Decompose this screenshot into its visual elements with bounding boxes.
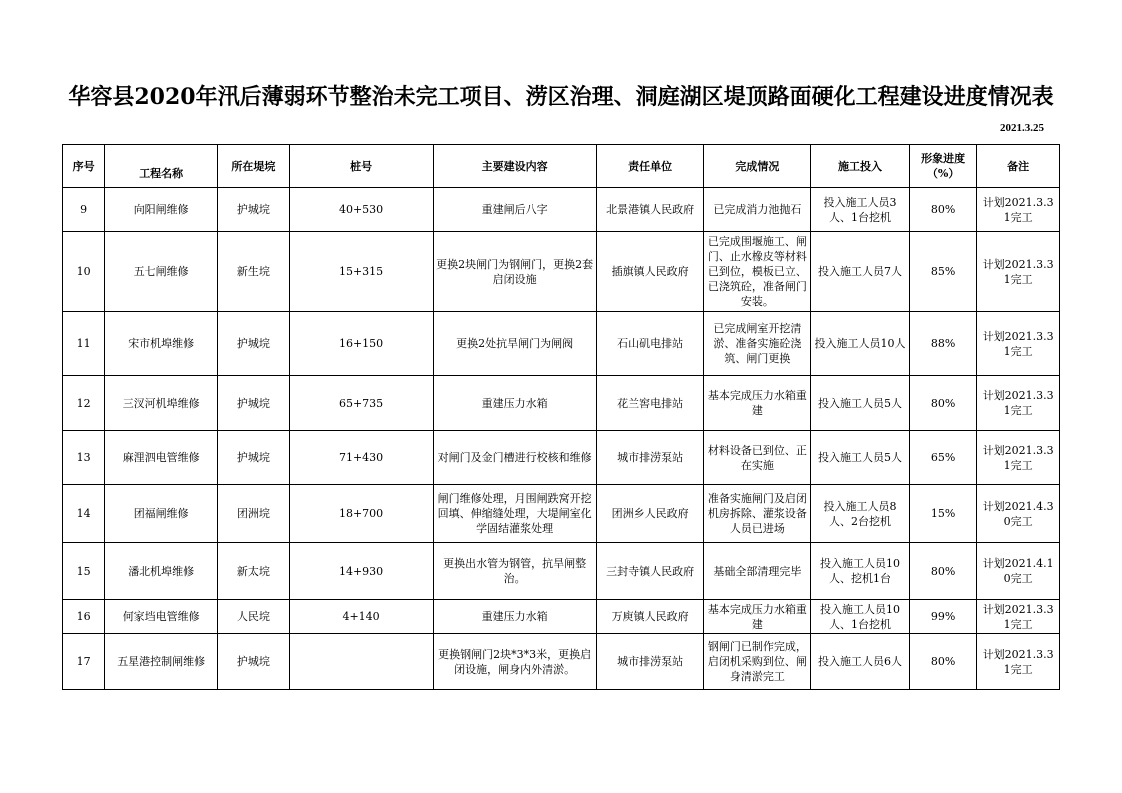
cell-pile: 18+700 [289,485,433,543]
cell-input: 投入施工人员5人 [811,376,910,431]
header-progress: 形象进度（%） [909,145,976,188]
cell-progress: 80% [909,188,976,232]
cell-name: 向阳闸维修 [105,188,218,232]
cell-name: 五星港控制闸维修 [105,634,218,690]
cell-note: 计划2021.4.30完工 [977,485,1060,543]
cell-name: 宋市机埠维修 [105,312,218,376]
cell-dike: 护城垸 [218,188,290,232]
cell-input: 投入施工人员3人、1台挖机 [811,188,910,232]
cell-note: 计划2021.3.31完工 [977,600,1060,634]
cell-pile: 16+150 [289,312,433,376]
cell-pile: 40+530 [289,188,433,232]
cell-input: 投入施工人员5人 [811,431,910,485]
cell-unit: 万庾镇人民政府 [596,600,704,634]
cell-progress: 99% [909,600,976,634]
header-unit: 责任单位 [596,145,704,188]
cell-status: 材料设备已到位、正在实施 [704,431,811,485]
cell-status: 已完成围堰施工、闸门、止水橡皮等材料已到位，模板已立、已浇筑砼，准备闸门安装。 [704,232,811,312]
cell-content: 更换2处抗旱闸门为闸阀 [433,312,596,376]
cell-dike: 新太垸 [218,543,290,600]
cell-status: 准备实施闸门及启闭机房拆除、灌浆设备人员已进场 [704,485,811,543]
cell-unit: 团洲乡人民政府 [596,485,704,543]
table-row [63,543,1060,600]
cell-dike: 护城垸 [218,312,290,376]
cell-unit: 北景港镇人民政府 [596,188,704,232]
header-no: 序号 [63,145,105,188]
cell-pile [289,634,433,690]
cell-content: 更换钢闸门2块*3*3米，更换启闭设施，闸身内外清淤。 [433,634,596,690]
cell-name: 何家垱电管维修 [105,600,218,634]
cell-status: 钢闸门已制作完成，启闭机采购到位、闸身清淤完工 [704,634,811,690]
cell-name: 三汊河机埠维修 [105,376,218,431]
cell-status: 基本完成压力水箱重建 [704,376,811,431]
cell-no: 15 [63,543,105,600]
table-row [63,634,1060,690]
cell-pile: 4+140 [289,600,433,634]
table-row [63,600,1060,634]
cell-progress: 80% [909,634,976,690]
cell-pile: 15+315 [289,232,433,312]
cell-pile: 71+430 [289,431,433,485]
header-note: 备注 [977,145,1060,188]
cell-status: 基础全部清理完毕 [704,543,811,600]
header-project-name: 工程名称 [105,145,218,188]
cell-pile: 65+735 [289,376,433,431]
cell-progress: 65% [909,431,976,485]
cell-unit: 三封寺镇人民政府 [596,543,704,600]
document-title: 华容县2020年汛后薄弱环节整治未完工项目、涝区治理、洞庭湖区堤顶路面硬化工程建设进度情况表 [68,84,1054,110]
table-row [63,485,1060,543]
cell-progress: 15% [909,485,976,543]
cell-no: 16 [63,600,105,634]
cell-pile: 14+930 [289,543,433,600]
cell-note: 计划2021.3.31完工 [977,232,1060,312]
cell-no: 11 [63,312,105,376]
cell-note: 计划2021.3.31完工 [977,634,1060,690]
table-row [63,431,1060,485]
table-row [63,312,1060,376]
cell-unit: 城市排涝泵站 [596,634,704,690]
cell-note: 计划2021.3.31完工 [977,376,1060,431]
cell-no: 13 [63,431,105,485]
cell-unit: 城市排涝泵站 [596,431,704,485]
cell-content: 对闸门及金门槽进行校核和维修 [433,431,596,485]
cell-progress: 85% [909,232,976,312]
cell-dike: 护城垸 [218,431,290,485]
cell-dike: 护城垸 [218,376,290,431]
table-row [63,232,1060,312]
cell-input: 投入施工人员10人、1台挖机 [811,600,910,634]
cell-unit: 石山矶电排站 [596,312,704,376]
cell-progress: 80% [909,543,976,600]
cell-name: 团福闸维修 [105,485,218,543]
header-input: 施工投入 [811,145,910,188]
cell-name: 麻浬泗电管维修 [105,431,218,485]
header-dike: 所在堤垸 [218,145,290,188]
cell-no: 10 [63,232,105,312]
cell-input: 投入施工人员10人 [811,312,910,376]
cell-name: 五七闸维修 [105,232,218,312]
cell-no: 14 [63,485,105,543]
cell-progress: 80% [909,376,976,431]
cell-content: 重建闸后八字 [433,188,596,232]
header-content: 主要建设内容 [433,145,596,188]
header-status: 完成情况 [704,145,811,188]
cell-dike: 新生垸 [218,232,290,312]
cell-content: 更换出水管为钢管，抗旱闸整治。 [433,543,596,600]
cell-unit: 插旗镇人民政府 [596,232,704,312]
table-header-row [63,145,1060,188]
cell-no: 12 [63,376,105,431]
header-pile: 桩号 [289,145,433,188]
cell-dike: 护城垸 [218,634,290,690]
progress-table [62,144,1060,690]
cell-no: 9 [63,188,105,232]
cell-note: 计划2021.3.31完工 [977,188,1060,232]
cell-status: 基本完成压力水箱重建 [704,600,811,634]
table-row [63,188,1060,232]
cell-name: 潘北机埠维修 [105,543,218,600]
cell-content: 更换2块闸门为钢闸门，更换2套启闭设施 [433,232,596,312]
cell-dike: 人民垸 [218,600,290,634]
cell-content: 重建压力水箱 [433,376,596,431]
cell-input: 投入施工人员8人、2台挖机 [811,485,910,543]
cell-unit: 花兰窖电排站 [596,376,704,431]
cell-content: 重建压力水箱 [433,600,596,634]
cell-note: 计划2021.3.31完工 [977,431,1060,485]
cell-content: 闸门维修处理，月围闸跌窝开挖回填、伸缩缝处理，大堤闸室化学固结灌浆处理 [433,485,596,543]
cell-input: 投入施工人员10人、挖机1台 [811,543,910,600]
cell-note: 计划2021.4.10完工 [977,543,1060,600]
cell-status: 已完成闸室开挖清淤、准备实施砼浇筑、闸门更换 [704,312,811,376]
table-row [63,376,1060,431]
cell-input: 投入施工人员7人 [811,232,910,312]
cell-no: 17 [63,634,105,690]
cell-note: 计划2021.3.31完工 [977,312,1060,376]
cell-progress: 88% [909,312,976,376]
cell-dike: 团洲垸 [218,485,290,543]
document-date: 2021.3.25 [1000,122,1044,134]
cell-status: 已完成消力池抛石 [704,188,811,232]
cell-input: 投入施工人员6人 [811,634,910,690]
